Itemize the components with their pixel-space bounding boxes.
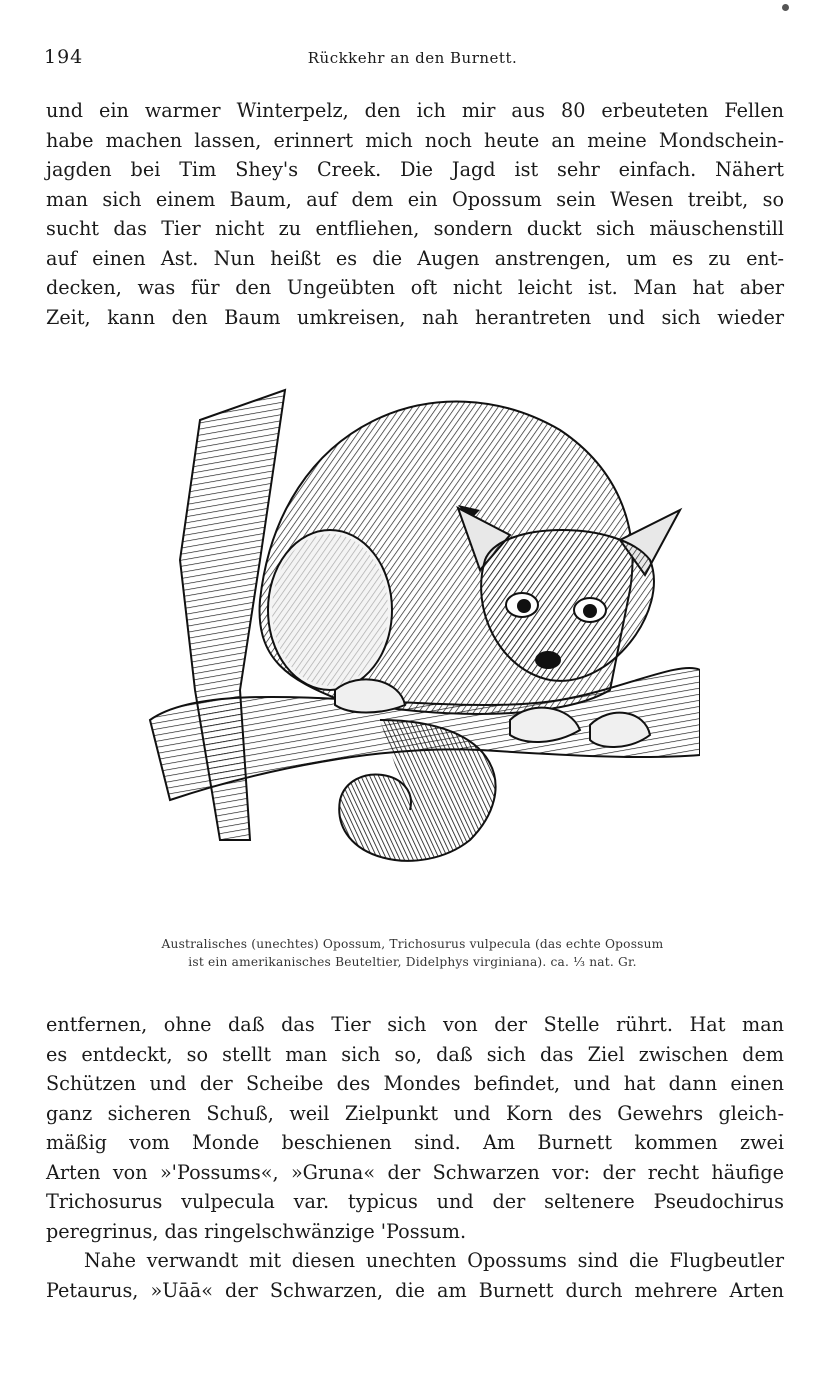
text-line: ganz sicheren Schuß, weil Zielpunkt und Korn des Gewehrs gleich- <box>46 1101 784 1125</box>
text-line: Petaurus, »Uāā« der Schwarzen, die am Burnett durch mehrere Arten <box>46 1278 784 1302</box>
text-line: jagden bei Tim Shey's Creek. Die Jagd ist sehr einfach. Nähert <box>46 158 784 181</box>
text-line: entfernen, ohne daß das Tier sich von der Stelle rührt. Hat man <box>46 1013 784 1036</box>
text-line: Nahe verwandt mit diesen unechten Opossums sind die Flugbeutler <box>84 1249 784 1272</box>
text-line: Trichosurus vulpecula var. typicus und der seltenere Pseudochirus <box>46 1190 784 1213</box>
text-line: man sich einem Baum, auf dem ein Opossum sein Wesen treibt, so <box>46 187 784 211</box>
text-line: mäßig vom Monde beschienen sind. Am Burnett kommen zwei <box>46 1131 784 1154</box>
text-line: auf einen Ast. Nun heißt es die Augen anstrengen, um es zu ent- <box>46 246 784 270</box>
caption-line: Australisches (unechtes) Opossum, Trichosurus vulpecula (das echte Opossum <box>161 937 664 951</box>
text-line: habe machen lassen, erinnert mich noch heute an meine Mondschein- <box>46 128 784 152</box>
page-header <box>44 46 781 74</box>
running-title: Rückkehr an den Burnett. <box>307 49 518 67</box>
ink-speck <box>782 4 789 11</box>
paragraph-1 <box>46 96 784 332</box>
text-line: decken, was für den Ungeübten oft nicht leicht ist. Man hat aber <box>46 276 784 299</box>
figure-caption <box>80 935 745 971</box>
text-line: Schützen und der Scheibe des Mondes befindet, und hat dann einen <box>46 1072 784 1095</box>
text-line: es entdeckt, so stellt man sich so, daß sich das Ziel zwischen dem <box>46 1042 784 1066</box>
text-line: peregrinus, das ringelschwänzige 'Possum. <box>46 1219 467 1243</box>
opossum-illustration <box>140 360 700 890</box>
text-line: Zeit, kann den Baum umkreisen, nah herantreten und sich wieder <box>46 305 784 329</box>
caption-line: ist ein amerikanisches Beuteltier, Didelphys virginiana). ca. ⅓ nat. Gr. <box>188 955 637 969</box>
text-line: Arten von »'Possums«, »Gruna« der Schwarzen vor: der recht häufige <box>46 1160 784 1184</box>
paragraph-3 <box>46 1246 784 1305</box>
text-line: sucht das Tier nicht zu entfliehen, sondern duckt sich mäuschenstill <box>46 217 784 240</box>
paragraph-2 <box>46 1010 784 1246</box>
page-number: 194 <box>44 46 84 68</box>
text-line: und ein warmer Winterpelz, den ich mir aus 80 erbeuteten Fellen <box>46 99 784 122</box>
